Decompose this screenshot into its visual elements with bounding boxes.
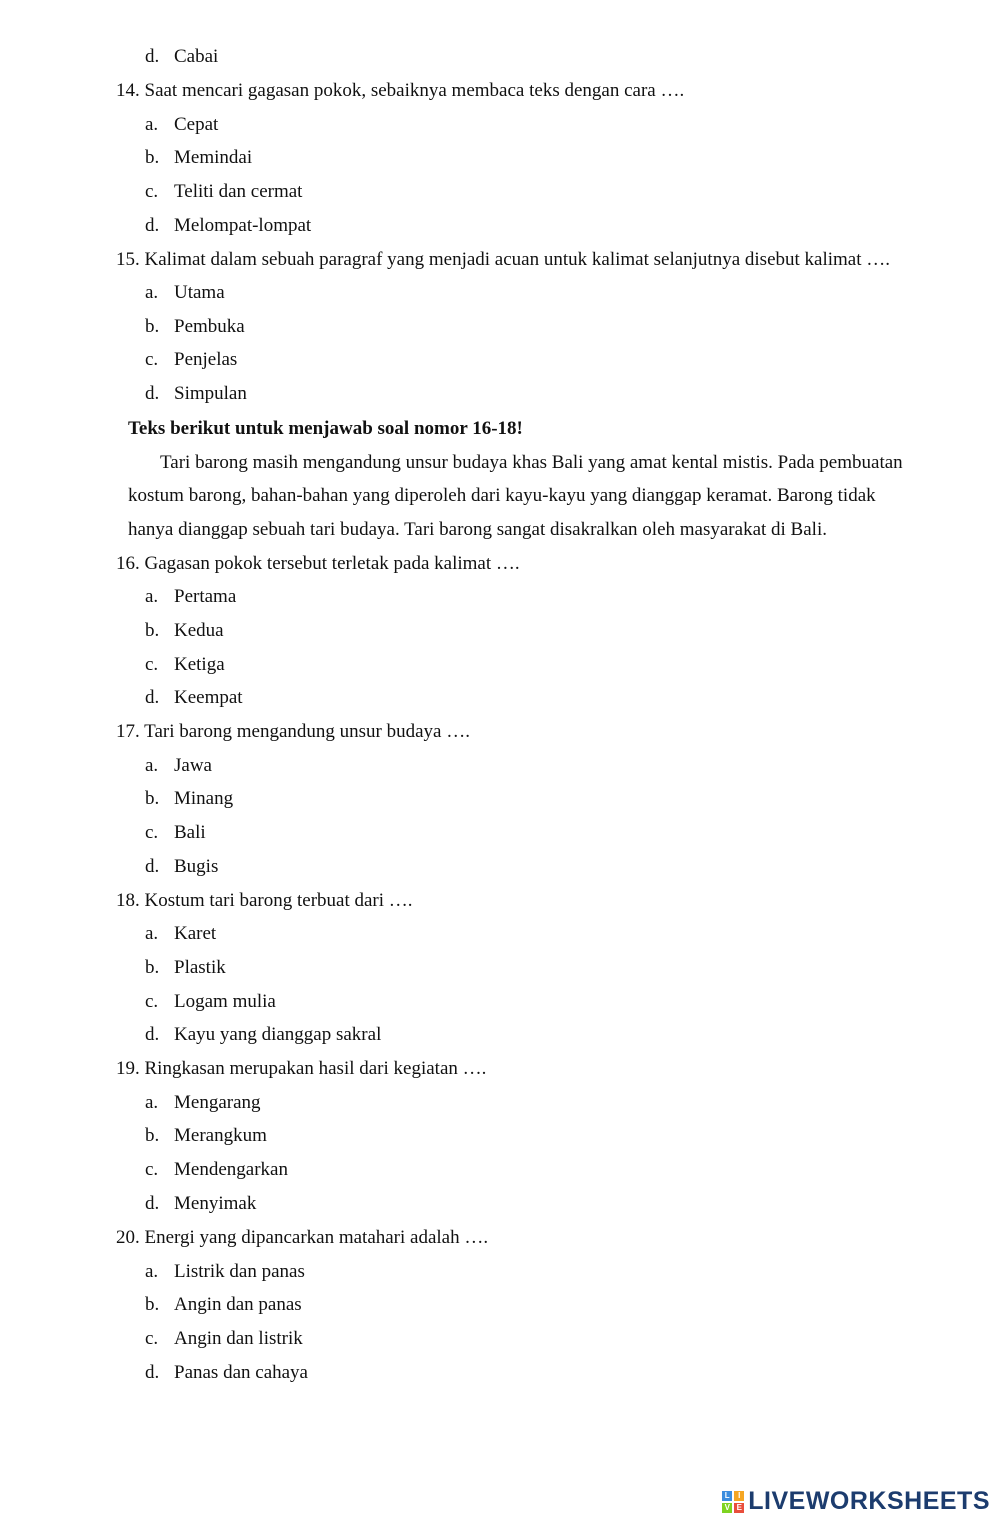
- question-number: 18.: [116, 890, 140, 911]
- option-text: Melompat-lompat: [174, 215, 312, 236]
- option-text: Karet: [174, 923, 217, 944]
- option-18-a[interactable]: [145, 923, 216, 945]
- option-text: Panas dan cahaya: [174, 1362, 308, 1383]
- option-letter: b.: [145, 1294, 160, 1315]
- liveworksheets-logo[interactable]: [722, 1487, 990, 1516]
- option-15-b[interactable]: [145, 316, 245, 338]
- option-18-d[interactable]: [145, 1024, 381, 1046]
- option-letter: c.: [145, 991, 159, 1012]
- option-14-b[interactable]: [145, 147, 252, 169]
- option-text: Cepat: [174, 114, 219, 135]
- logo-tile: V: [722, 1503, 732, 1513]
- option-17-c[interactable]: [145, 822, 206, 844]
- question-number: 14.: [116, 80, 140, 101]
- option-20-d[interactable]: [145, 1362, 308, 1384]
- option-19-c[interactable]: [145, 1159, 288, 1181]
- option-letter: a.: [145, 586, 159, 607]
- logo-tile: I: [734, 1491, 744, 1501]
- question-text: Gagasan pokok tersebut terletak pada kalimat ….: [144, 553, 520, 574]
- option-text: Jawa: [174, 755, 212, 776]
- question-text: Ringkasan merupakan hasil dari kegiatan ….: [144, 1058, 487, 1079]
- option-letter: a.: [145, 923, 159, 944]
- option-text: Ketiga: [174, 654, 225, 675]
- option-14-c[interactable]: [145, 181, 302, 203]
- question-text: Tari barong mengandung unsur budaya ….: [144, 721, 470, 742]
- question-text: Kalimat dalam sebuah paragraf yang menjadi acuan untuk kalimat selanjutnya disebut kalimat ….: [144, 249, 891, 270]
- option-letter: d.: [145, 1193, 160, 1214]
- option-text: Simpulan: [174, 383, 247, 404]
- question-number: 20.: [116, 1227, 140, 1248]
- question-number: 15.: [116, 249, 140, 270]
- option-text: Plastik: [174, 957, 226, 978]
- option-letter: b.: [145, 316, 160, 337]
- option-text: Penjelas: [174, 349, 238, 370]
- option-text: Keempat: [174, 687, 243, 708]
- option-20-a[interactable]: [145, 1261, 305, 1283]
- option-14-a[interactable]: [145, 114, 218, 136]
- option-letter: b.: [145, 957, 160, 978]
- option-15-a[interactable]: [145, 282, 225, 304]
- question-15: [116, 249, 890, 271]
- question-17: [116, 721, 470, 743]
- option-text: Memindai: [174, 147, 253, 168]
- option-20-b[interactable]: [145, 1294, 302, 1316]
- question-14: [116, 80, 684, 102]
- option-letter: c.: [145, 349, 159, 370]
- option-letter: a.: [145, 1261, 159, 1282]
- question-number: 19.: [116, 1058, 140, 1079]
- option-letter: b.: [145, 620, 160, 641]
- passage-line-1: Tari barong masih mengandung unsur budaya khas Bali yang amat kental mistis. Pada pembuatan: [160, 452, 903, 473]
- option-text: Angin dan listrik: [174, 1328, 303, 1349]
- option-17-b[interactable]: [145, 788, 233, 810]
- option-letter: a.: [145, 282, 159, 303]
- option-letter: c.: [145, 1328, 159, 1349]
- option-text: Pertama: [174, 586, 237, 607]
- option-15-d[interactable]: [145, 383, 247, 405]
- option-text: Bugis: [174, 856, 219, 877]
- question-18: [116, 890, 413, 912]
- passage-line-3: hanya dianggap sebuah tari budaya. Tari barong sangat disakralkan oleh masyarakat di Bali.: [128, 519, 827, 540]
- option-text: Pembuka: [174, 316, 245, 337]
- option-letter: b.: [145, 788, 160, 809]
- option-text: Minang: [174, 788, 234, 809]
- question-16: [116, 553, 520, 575]
- option-16-b[interactable]: [145, 620, 224, 642]
- option-letter: b.: [145, 147, 160, 168]
- passage-line-2: kostum barong, bahan-bahan yang diperoleh dari kayu-kayu yang dianggap keramat. Barong tidak: [128, 485, 876, 506]
- option-19-a[interactable]: [145, 1092, 261, 1114]
- option-text: Mengarang: [174, 1092, 261, 1113]
- option-letter: b.: [145, 1125, 160, 1146]
- option-16-a[interactable]: [145, 586, 236, 608]
- option-17-a[interactable]: [145, 755, 212, 777]
- option-text: Kedua: [174, 620, 224, 641]
- logo-mark-icon: [722, 1491, 744, 1513]
- question-text: Energi yang dipancarkan matahari adalah ….: [144, 1227, 489, 1248]
- option-text: Mendengarkan: [174, 1159, 288, 1180]
- option-letter: a.: [145, 114, 159, 135]
- option-letter: d.: [145, 383, 160, 404]
- option-letter: a.: [145, 755, 159, 776]
- option-14-d[interactable]: [145, 215, 311, 237]
- option-text: Kayu yang dianggap sakral: [174, 1024, 382, 1045]
- option-text: Menyimak: [174, 1193, 257, 1214]
- option-letter: c.: [145, 822, 159, 843]
- question-text: Kostum tari barong terbuat dari ….: [144, 890, 413, 911]
- option-text: Merangkum: [174, 1125, 267, 1146]
- option-19-d[interactable]: [145, 1193, 256, 1215]
- option-18-b[interactable]: [145, 957, 226, 979]
- option-16-c[interactable]: [145, 654, 225, 676]
- question-text: Saat mencari gagasan pokok, sebaiknya membaca teks dengan cara ….: [144, 80, 685, 101]
- logo-tile: L: [722, 1491, 732, 1501]
- question-20: [116, 1227, 488, 1249]
- option-text: Bali: [174, 822, 206, 843]
- option-text: Utama: [174, 282, 225, 303]
- question-number: 17.: [116, 721, 140, 742]
- option-letter: d.: [145, 687, 160, 708]
- option-17-d[interactable]: [145, 856, 218, 878]
- option-letter: c.: [145, 654, 159, 675]
- question-19: [116, 1058, 486, 1080]
- option-18-c[interactable]: [145, 991, 276, 1013]
- option-text: Listrik dan panas: [174, 1261, 305, 1282]
- option-text: Cabai: [174, 46, 219, 67]
- option-15-c[interactable]: [145, 349, 237, 371]
- passage-heading: Teks berikut untuk menjawab soal nomor 16-18!: [128, 418, 523, 439]
- question-number: 16.: [116, 553, 140, 574]
- option-text: Logam mulia: [174, 991, 276, 1012]
- logo-tile: E: [734, 1503, 744, 1513]
- option-letter: c.: [145, 181, 159, 202]
- brand-name: LIVEWORKSHEETS: [748, 1487, 990, 1515]
- option-letter: d.: [145, 46, 160, 67]
- option-letter: d.: [145, 856, 160, 877]
- option-letter: c.: [145, 1159, 159, 1180]
- option-20-c[interactable]: [145, 1328, 303, 1350]
- option-letter: d.: [145, 1024, 160, 1045]
- option-19-b[interactable]: [145, 1125, 267, 1147]
- option-text: Angin dan panas: [174, 1294, 302, 1315]
- option-16-d[interactable]: [145, 687, 243, 709]
- option-text: Teliti dan cermat: [174, 181, 303, 202]
- option-letter: d.: [145, 215, 160, 236]
- option-13-d: [145, 46, 218, 68]
- option-letter: d.: [145, 1362, 160, 1383]
- option-letter: a.: [145, 1092, 159, 1113]
